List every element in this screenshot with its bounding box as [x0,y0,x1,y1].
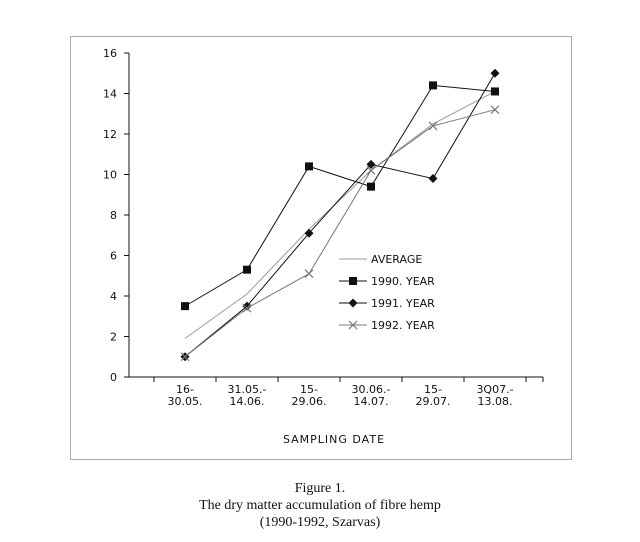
series-line-3 [185,110,495,357]
legend-marker-1 [349,277,357,285]
series-3-point-5 [491,106,499,114]
x-axis-title: SAMPLING DATE [282,433,386,446]
series-3-point-2 [305,270,313,278]
series-1-point-5 [491,87,499,95]
y-tick-label-12: 12 [103,128,117,141]
x-tick-label-3: 30.06.-14.07. [351,383,391,408]
y-tick-label-2: 2 [110,330,117,344]
legend-label-3: 1992. YEAR [371,319,435,332]
x-tick-label-4: 15-29.07. [415,383,451,408]
caption-title: The dry matter accumulation of fibre hemp [199,498,441,513]
caption-subtitle: (1990-1992, Szarvas) [259,515,381,530]
legend-label-1: 1990. YEAR [371,275,435,288]
legend-label-0: AVERAGE [371,253,423,266]
series-1-point-4 [429,81,437,89]
legend-marker-2 [349,299,358,308]
y-tick-label-14: 14 [103,87,117,101]
series-1-point-2 [305,162,313,170]
series-line-1 [185,85,495,306]
x-tick-label-1: 31.05.-14.06. [227,383,267,408]
y-tick-label-6: 6 [110,249,117,263]
series-2-point-4 [429,174,438,183]
series-2-point-5 [491,69,500,78]
series-1-point-3 [367,183,375,191]
x-tick-label-0: 16-30.05. [167,383,203,408]
y-tick-label-10: 10 [103,168,117,182]
chart-frame [70,36,572,460]
legend-label-2: 1991. YEAR [371,297,435,310]
x-tick-label-5: 3Q07.-13.08. [476,383,514,408]
y-tick-label-4: 4 [110,290,117,303]
line-chart [71,37,573,461]
y-tick-label-16: 16 [103,47,117,60]
caption-figure-number: Figure 1. [294,481,346,496]
series-1-point-1 [243,266,251,274]
series-line-0 [185,91,495,338]
y-tick-label-0: 0 [110,371,117,384]
y-tick-label-8: 8 [110,209,117,222]
x-tick-label-2: 15-29.06. [291,383,327,408]
figure-caption [0,480,640,531]
series-1-point-0 [181,302,189,310]
